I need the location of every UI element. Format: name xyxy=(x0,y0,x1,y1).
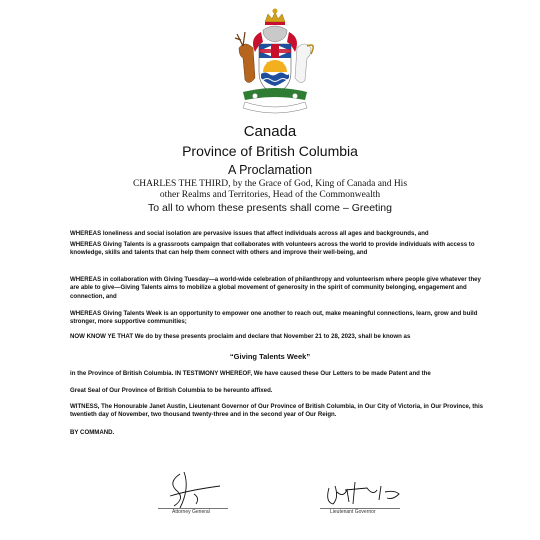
whereas-paragraph-4: WHEREAS Giving Talents Week is an opportunity to empower one another to reach out, make meaningful connections, learn, grow and build stronger, more supportive communities; xyxy=(70,310,478,326)
coat-of-arms-icon xyxy=(225,8,325,118)
proclamation-heading: A Proclamation xyxy=(227,163,313,177)
proclaim-paragraph: NOW KNOW YE THAT We do by these presents proclaim and declare that November 21 to 28, 2023, shall be known as xyxy=(70,333,411,340)
whereas-paragraph-2: WHEREAS Giving Talents is a grassroots campaign that collaborates with volunteers across the world to provide individuals with access to knowledge, skills and talents that can help them connect with others and improve their well-being, and xyxy=(70,241,475,257)
attorney-general-signature-icon xyxy=(150,468,230,512)
witness-paragraph: WITNESS, The Honourable Janet Austin, Lieutenant Governor of Our Province of British Columbia, in Our City of Victoria, in Our Province, this twentieth day of November, two thousand twenty-three and in the second year of Our Reign. xyxy=(70,403,484,419)
testimony-paragraph: in the Province of British Columbia. IN TESTIMONY WHEREOF, We have caused these Our Letters to be made Patent and the xyxy=(70,370,431,377)
proclamation-title: “Giving Talents Week” xyxy=(229,352,311,361)
whereas-paragraph-1: WHEREAS loneliness and social isolation are pervasive issues that affect individuals across all ages and backgrounds, and xyxy=(70,230,429,237)
sovereign-line: CHARLES THE THIRD, by the Grace of God, King of Canada and His other Realms and Territories, Head of the Commonwealth xyxy=(132,179,408,200)
lieutenant-governor-label: Lieutenant Governor xyxy=(330,509,376,515)
by-command-line: BY COMMAND. xyxy=(70,429,115,436)
whereas-paragraph-3: WHEREAS in collaboration with Giving Tuesday—a world-wide celebration of philanthropy and volunteerism where people give whatever they are able to give—Giving Talents aims to mobilize a global movement of generosity in the spirit of community belonging, engagement and connection, and xyxy=(70,276,481,300)
greeting-line: To all to whom these presents shall come – Greeting xyxy=(148,202,392,214)
country-heading: Canada xyxy=(243,123,297,140)
seal-paragraph: Great Seal of Our Province of British Columbia to be hereunto affixed. xyxy=(70,387,273,394)
attorney-general-label: Attorney General xyxy=(172,509,210,515)
lieutenant-governor-signature-icon xyxy=(315,468,405,512)
province-heading: Province of British Columbia xyxy=(182,143,358,159)
